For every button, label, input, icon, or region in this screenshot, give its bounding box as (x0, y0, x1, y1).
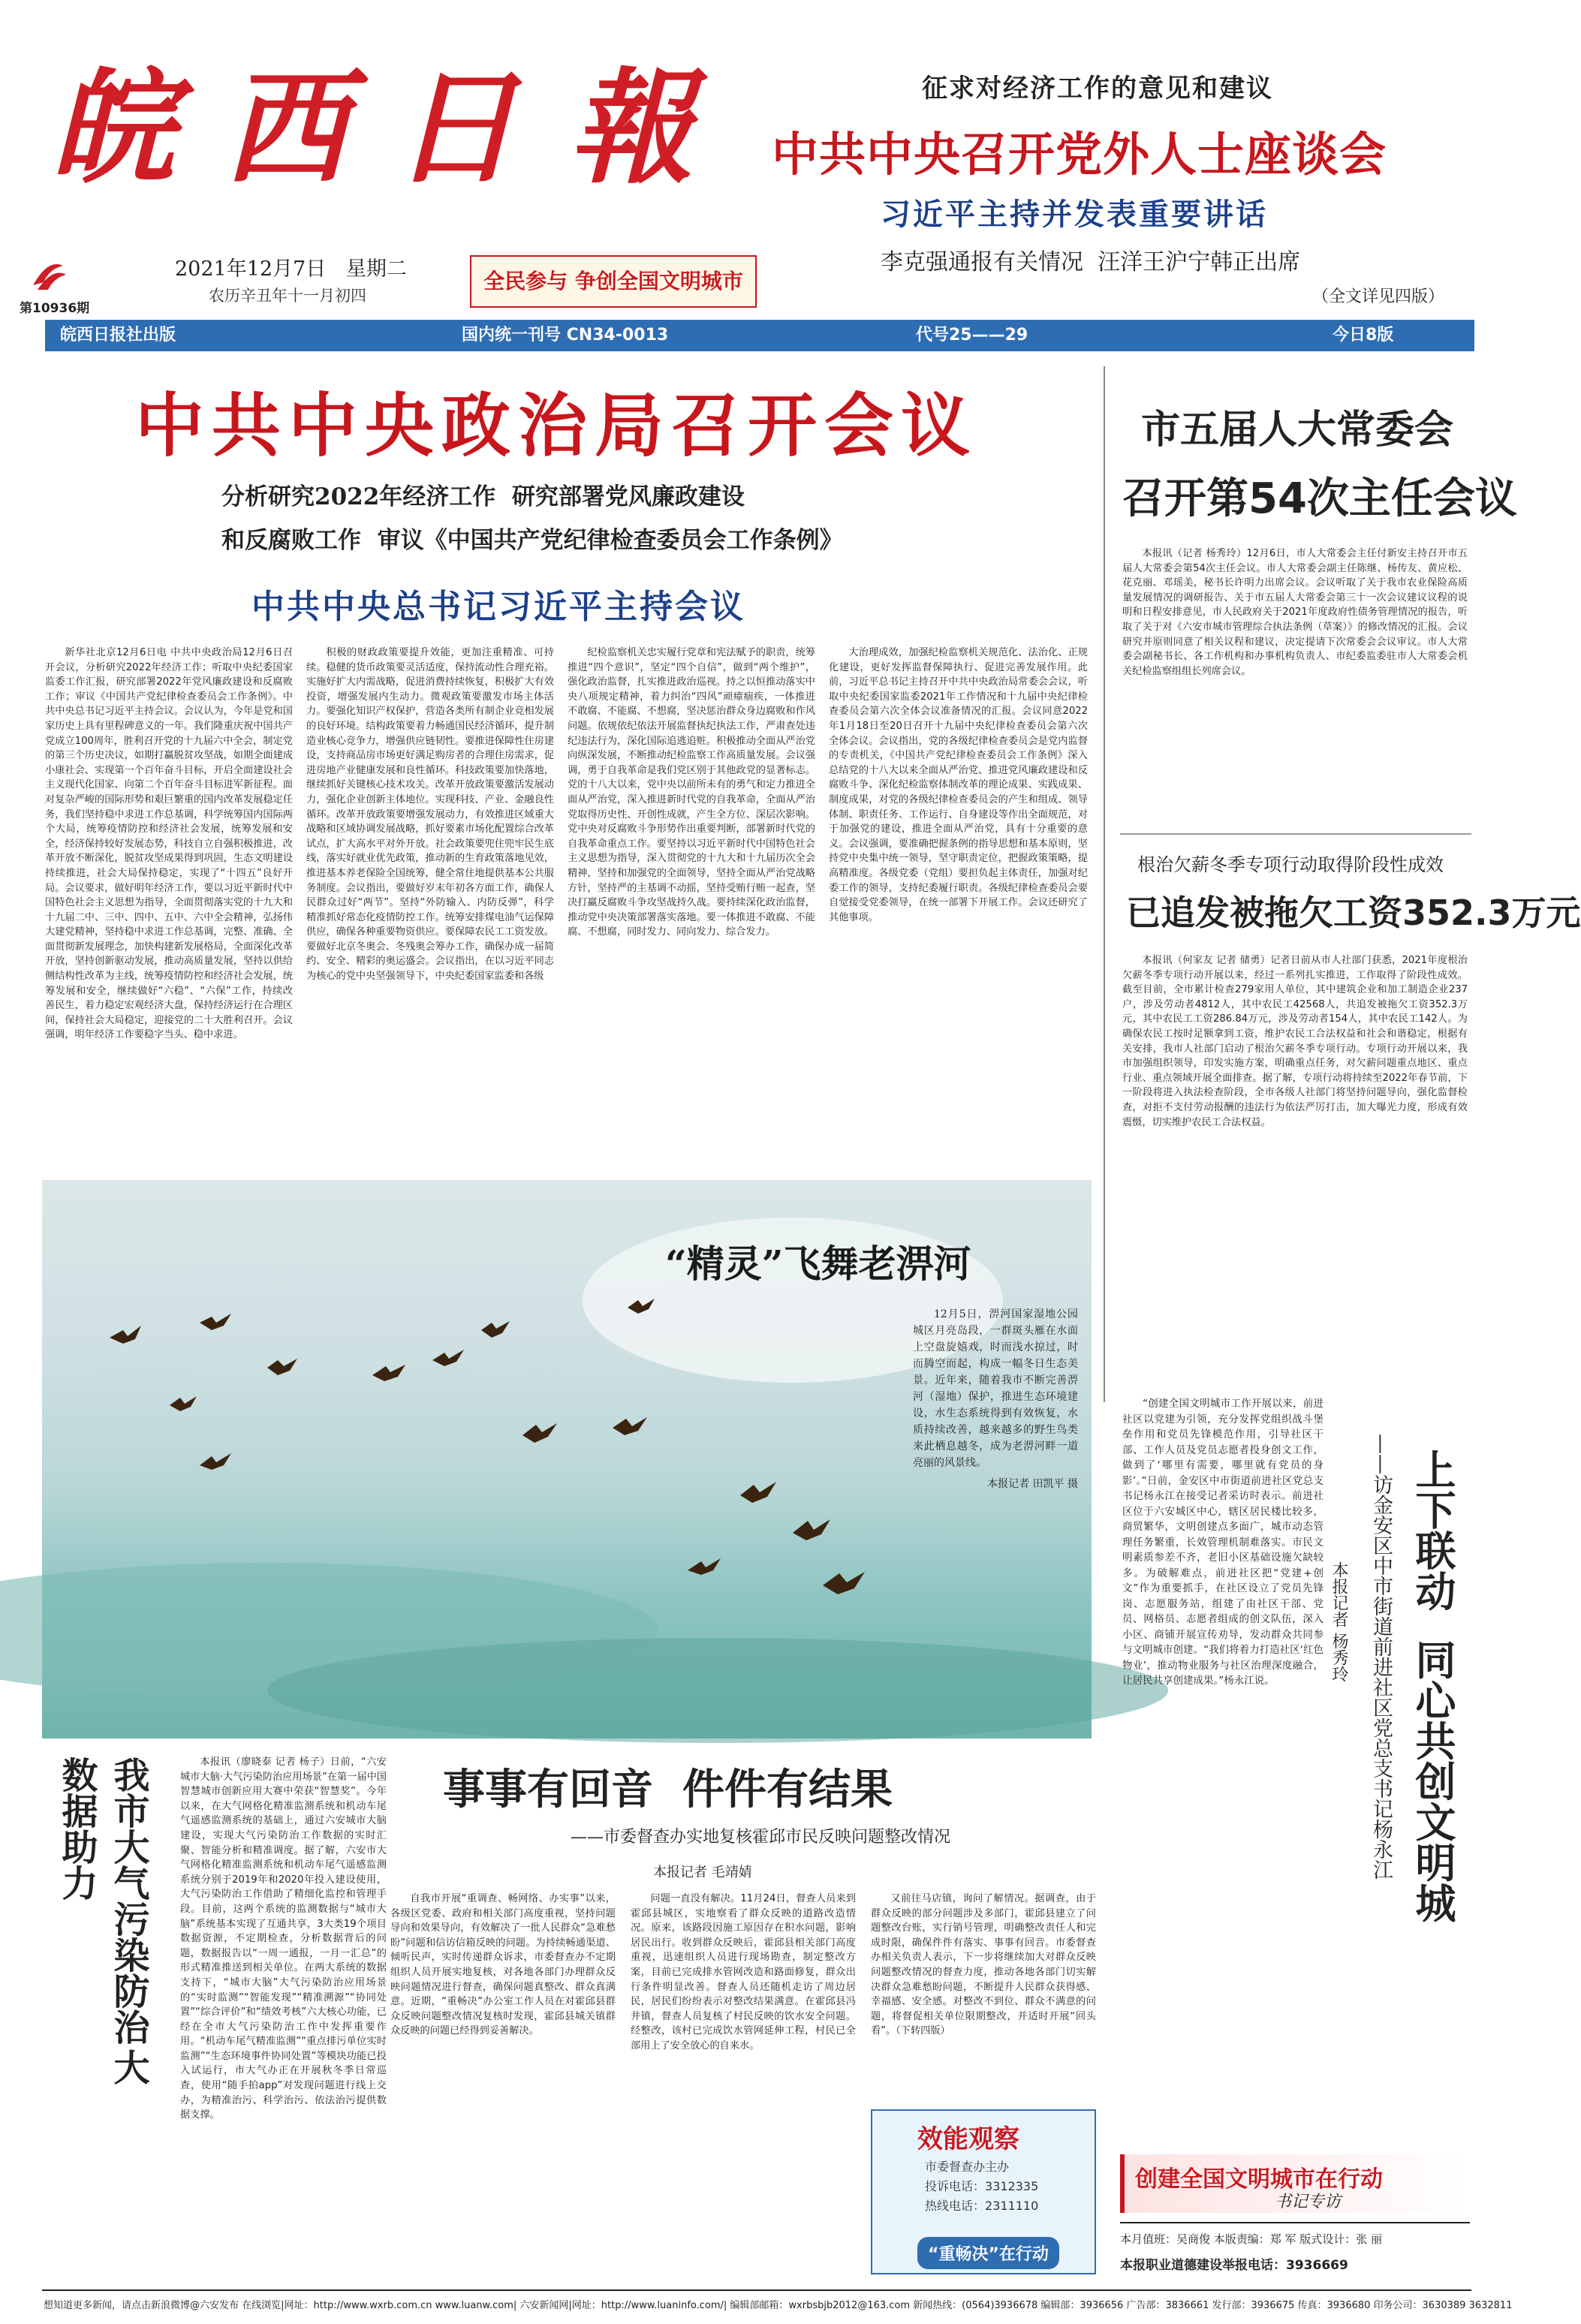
postal-code: 代号25——29 (916, 326, 1028, 345)
feature-paragraph: 又前往马店镇，询问了解情况。据调查，由于群众反映的部分问题涉及多部门，霍邱县建立了问题整改台账，实行销号管理，明确整改责任人和完成时限，确保件件有落实、事事有回音。市委督查办相关负责人表示，下一步将继续加大对群众反映问题整改情况的督查力度，推动各地各部门切实解决群众急难愁盼问题，不断提升人民群众获得感、幸福感、安全感。对整改不到位、群众不满意的问题，将督促相关单位限期整改，并适时开展“回头看”。（下转四版） (871, 1893, 1096, 2037)
efficiency-ad (871, 2109, 1096, 2274)
info-bar (45, 320, 1474, 351)
logo-char: 西 (224, 55, 348, 200)
credits-box (1120, 2222, 1470, 2280)
issue-date (175, 252, 407, 281)
lead-subhead-1: 分析研究2022年经济工作 研究部署党风廉政建设 (221, 483, 745, 510)
ad-slogan: “重畅决”在行动 (917, 2237, 1059, 2269)
top-story-kicker: 征求对经济工作的意见和建议 (922, 74, 1273, 104)
civic-body (1122, 1396, 1324, 2147)
section-rule (1120, 833, 1471, 835)
photo-caption (913, 1306, 1078, 1711)
ad-label-1: 投诉电话： (925, 2179, 986, 2193)
lunar-date: 农历辛丑年十一月初四 (209, 287, 366, 305)
air-body (180, 1755, 387, 2250)
civic-headline: 上下联动 同心共创文明城 (1409, 1449, 1456, 1923)
photo-caption-text: 12月5日，淠河国家湿地公园城区月亮岛段，一群斑头雁在水面上空盘旋嬉戏，时而浅水掠过，时而腾空而起，构成一幅冬日生态美景。近年来，随着我市不断完善淠河（湿地）保护，推进生态环境建设，水生态系统得到有效恢复，水质持续改善，越来越多的野生鸟类来此栖息越冬，成为老淠河畔一道亮丽的风景线。 (913, 1308, 1078, 1469)
wage-kicker: 根治欠薪冬季专项行动取得阶段性成效 (1137, 854, 1444, 875)
publisher-label: 皖西日报社出版 (60, 326, 176, 345)
ad-phone-1: 3312335 (985, 2179, 1039, 2193)
masthead (21, 14, 1474, 314)
air-headline-a: 我市大气污染防治 (107, 1757, 149, 2045)
lead-subhead-3: 中共中央总书记习近平主持会议 (251, 588, 745, 626)
ad-line-3 (925, 2196, 1038, 2214)
banner-title: 创建全国文明城市在行动 (1135, 2166, 1383, 2193)
ad-label-2: 热线电话： (925, 2199, 986, 2213)
air-paragraph: 本报讯（廖晓泰 记者 杨子）日前，“六安城市大脑·大气污染防治应用场景”在第一届中国智慧城市创新应用大赛中荣获“智慧奖”。今年以来，在大气网格化精准监测系统和机动车尾气遥感监测系统的基础上，通过六安城市大脑建设，实现大气污染防治工作数据的实时汇聚、智能分析和精准调度。据了解，六安市大气网格化精准监测系统和机动车尾气遥感监测系统分别于2019年和2020年投入建设使用，大气污染防治工作借助了精细化监控和管理手段。目前，这两个系统的监测数据与“城市大脑”系统基本实现了互通共享，3大类19个项目数据资源，不定期检查，分析数据背后的问题，数据报告以“一周一通报，一月一汇总”的形式精准推送到相关单位。在两大系统的数据支持下，“城市大脑”大气污染防治应用场景的“实时监测”“智能发现”“精准溯源”“协同处置”“综合评价”和“绩效考核”六大核心功能，已经在全市大气污染防治工作中发挥重要作用。“机动车尾气精准监测”“重点排污单位实时监测”“生态环境事件协同处置”等模块功能已投入试运行，市大气办正在开展秋冬季日常巡查，使用“随手拍app”对发现问题进行线上交办，为精准治污、科学治污、依法治污提供数据支撑。 (180, 1757, 387, 2121)
column-divider (1104, 366, 1105, 1402)
footer-rule (42, 2289, 1471, 2291)
lead-paragraph: 新华社北京12月6日电 中共中央政治局12月6日召开会议，分析研究2022年经济工作；听取中央纪委国家监委工作汇报，研究部署2022年党风廉政建设和反腐败工作；审议《中国共产党纪律检查委员会工作条例》。中共中央总书记习近平主持会议。会议认为，今年是党和国家历史上具有里程碑意义的一年。我们隆重庆祝中国共产党成立100周年，胜利召开党的十九届六中全会，制定党的第三个历史决议，如期打赢脱贫攻坚战，如期全面建成小康社会、实现第一个百年奋斗目标，开启全面建设社会主义现代化国家、向第二个百年奋斗目标进军新征程。面对复杂严峻的国际形势和艰巨繁重的国内改革发展稳定任务，我们坚持稳中求进工作总基调，科学统筹国内国际两个大局，统筹疫情防控和经济社会发展，统筹发展和安全，经济保持较好发展态势，科技自立自强积极推进，改革开放不断深化，脱贫攻坚成果得到巩固，生态文明建设持续推进，社会大局保持稳定，实现了“十四五”良好开局。会议要求，做好明年经济工作，要以习近平新时代中国特色社会主义思想为指导，全面贯彻落实党的十九大和十九届二中、三中、四中、五中、六中全会精神，弘扬伟大建党精神，坚持稳中求进工作总基调，完整、准确、全面贯彻新发展理念，加快构建新发展格局，全面深化改革开放，坚持创新驱动发展，推动高质量发展，坚持以供给侧结构性改革为主线，统筹疫情防控和经济社会发展，统筹发展和安全，继续做好“六稳”、“六保”工作，持续改善民生，着力稳定宏观经济大盘，保持经济运行在合理区间，保持社会大局稳定，迎接党的二十大胜利召开。会议强调，明年经济工作要稳字当头、稳中求进。 (45, 647, 293, 1041)
lead-paragraph: 大治理成效，加强纪检监察机关规范化、法治化、正规化建设，更好发挥监督保障执行、促进完善发展作用。此前，习近平总书记主持召开中共中央政治局常委会会议，听取中央纪委国家监委2021年工作情况和十九届中央纪律检查委员会第六次全体会议准备情况的汇报。会议同意2022年1月18日至20日召开十九届中央纪律检查委员会第六次全体会议。会议指出，党的各级纪律检查委员会是党内监督的专责机关，《中国共产党纪律检查委员会工作条例》深入总结党的十八大以来全面从严治党、推进党风廉政建设和反腐败斗争、深化纪检监察体制改革的理论成果、实践成果、制度成果，对党的各级纪律检查委员会的产生和组成、领导体制、职责任务、工作运行、自身建设等作出全面规范，对于加强党的建设，推进全面从严治党，具有十分重要的意义。会议强调，要准确把握条例的指导思想和基本原则，坚持党中央集中统一领导，坚守职责定位，把握政策策略，提高精准度。各级党委（党组）要担负起主体责任，加强对纪委工作的领导，支持纪委履行职责。各级纪律检查委员会要自觉接受党委领导，在统一部署下开展工作。会议还研究了其他事项。 (829, 647, 1088, 923)
lead-paragraph: 纪检监察机关忠实履行党章和宪法赋予的职责，统筹推进“四个意识”，坚定“四个自信”，做到“两个维护”，强化政治监督，扎实推进政治巡视。持之以恒推动落实中央八项规定精神，着力纠治“四风”顽瘴痼疾，一体推进不敢腐、不能腐、不想腐，坚决惩治群众身边腐败和作风问题。依规依纪依法开展监督执纪执法工作，严肃查处违纪违法行为，深化国际追逃追赃。积极推动全面从严治党向纵深发展，不断推动纪检监察工作高质量发展。会议强调，勇于自我革命是我们党区别于其他政党的显著标志。党的十八大以来，党中央以前所未有的勇气和定力推进全面从严治党，深入推进新时代党的自我革命，全面从严治党取得历史性、开创性成就，产生全方位、深层次影响。党中央对反腐败斗争形势作出重要判断，部署新时代党的自我革命重点工作。要坚持以习近平新时代中国特色社会主义思想为指导，深入贯彻党的十九大和十九届历次全会精神，坚持和加强党的全面领导，坚持全面从严治党战略方针，坚持严的主基调不动摇，坚持受贿行贿一起查，坚决打赢反腐败斗争攻坚战持久战。要持续深化政治监督，推动党中央决策部署落实落地。要一体推进不敢腐、不能腐、不想腐，同时发力、同向发力、综合发力。 (568, 647, 815, 938)
photo-frame (42, 1180, 1092, 1738)
logo-char: 報 (569, 55, 693, 200)
npc-headline-2: 召开第54次主任会议 (1122, 474, 1517, 523)
weekday-text: 星期二 (345, 257, 407, 281)
ad-line-1: 市委督查办主办 (925, 2160, 1010, 2174)
feature-headline: 事事有回音 件件有结果 (443, 1765, 893, 1814)
air-headline (51, 1757, 155, 2087)
npc-headline-1: 市五届人大常委会 (1141, 408, 1454, 453)
logo-char: 日 (393, 55, 516, 200)
issue-number: 第10936期 (20, 301, 90, 316)
ad-phone-2: 2311110 (985, 2199, 1039, 2213)
feature-byline: 本报记者 毛靖婧 (653, 1865, 752, 1880)
civic-paragraph: “创建全国文明城市工作开展以来，前进社区以党建为引领，充分发挥党组织战斗堡垒作用和党员先锋模范作用，引导社区干部、工作人员及党员志愿者投身创文工作，做到了‘哪里有需要，哪里就有党员的身影’。”日前，金安区中市街道前进社区党总支书记杨永江在接受记者采访时表示。前进社区位于六安城区中心，辖区居民楼比较多，商贸繁华，文明创建点多面广，城市动态管理任务繁重，长效管理机制难落实。市民文明素质参差不齐，老旧小区基础设施欠缺较多。为破解难点，前进社区把“党建+创文”作为重要抓手，在社区设立了党员先锋岗、志愿服务站，组建了由社区干部、党员、网格员、志愿者组成的创文队伍，深入小区、商铺开展宣传劝导，发动群众共同参与文明城市创建。“我们将着力打造社区‘红色物业’，推动物业服务与社区治理深度融合，让居民共享创建成果。”杨永江说。 (1122, 1398, 1324, 1687)
feature-column (871, 1892, 1096, 2094)
ad-title: 效能观察 (917, 2124, 1019, 2154)
credits-line-1: 本月值班：吴商俊 本版责编：郑 军 版式设计：张 丽 (1120, 2232, 1383, 2246)
top-story-note: （全文详见四版） (1312, 287, 1445, 306)
feature-column (631, 1892, 856, 2282)
feature-paragraph: 自我市开展“重调查、畅网络、办实事”以来，各级区党委、政府和相关部门高度重视，坚持问题导向和效果导向，有效解决了一批人民群众“急难愁盼”问题和信访信箱反映的问题。为持续畅通渠道、倾听民声，实时传递群众诉求，市委督查办不定期组织人员开展实地复核，对各地各部门办理群众反映问题情况进行督查，确保问题真整改、群众真满意。近期，“重畅决”办公室工作人员在对霍邱县群众反映问题整改情况复核时发现，霍邱县城关镇群众反映的问题已经得到妥善解决。 (390, 1893, 616, 2037)
photo-title: “精灵”飞舞老淠河 (665, 1242, 971, 1286)
wage-headline: 已追发被拖欠工资352.3万元 (1126, 893, 1581, 933)
emblem-icon (27, 252, 69, 294)
top-story-line3: 李克强通报有关情况 汪洋王沪宁韩正出席 (881, 249, 1301, 275)
logo-char: 皖 (51, 55, 175, 200)
air-headline-b: 大数据助力 (56, 1757, 149, 2085)
civic-banner (1120, 2154, 1470, 2213)
slogan-text: 全民参与 争创全国文明城市 (483, 269, 743, 294)
footer-bar: 想知道更多新闻，请点击新浪微博@六安发布 在线浏览|网址：http://www.wxrb.com.cn www.luanw.com| 六安新闻网|网址：http://www.luaninfo.com/| 编辑部邮箱：wxrbsbjb2012@163.com 新闻热线：(0564)3936678 编辑部：3936656 广告部：3836661 发行部：3936675 传真：3936680 印务公司：3630389 3632811 (44, 2300, 1513, 2311)
lead-subhead-2: 和反腐败工作 审议《中国共产党纪律检查委员会工作条例》 (221, 527, 843, 554)
cn-number: 国内统一刊号 CN34-0013 (462, 326, 669, 345)
lead-headline: 中共中央政治局召开会议 (135, 386, 978, 466)
feature-sub: ——市委督查办实地复核霍邱市民反映问题整改情况 (571, 1828, 951, 1847)
ad-line-2 (925, 2177, 1038, 2194)
civic-subhead: ——访金安区中市街道前进社区党总支书记杨永江 (1369, 1434, 1393, 1880)
slogan-badge (470, 255, 757, 308)
lead-paragraph: 积极的财政政策要提升效能，更加注重精准、可持续。稳健的货币政策要灵活适度，保持流动性合理充裕。实施好扩大内需战略，促进消费持续恢复，积极扩大有效投资，增强发展内生动力。微观政策要激发市场主体活力。要强化知识产权保护，营造各类所有制企业竞相发展的良好环境。结构政策要着力畅通国民经济循环，提升制造业核心竞争力，增强供应链韧性。要推进保障性住房建设，支持商品房市场更好满足购房者的合理住房需求，促进房地产业健康发展和良性循环。科技政策要加快落地，继续抓好关键核心技术攻关。改革开放政策要激活发展动力，强化企业创新主体地位。实现科技、产业、金融良性循环。改革开放政策要增强发展动力，有效推进区域重大战略和区域协调发展战略，抓好要素市场化配置综合改革试点，扩大高水平对外开放。社会政策要兜住兜牢民生底线，落实好就业优先政策，推动新的生育政策落地见效，推进基本养老保险全国统筹，健全常住地提供基本公共服务制度。会议指出，要做好岁末年初各方面工作，确保人民群众过好“两节”。坚持“外防输入、内防反弹”，科学精准抓好常态化疫情防控工作。统筹安排煤电油气运保障供应，确保各种重要物资供应。要保障农民工工资发放。要做好北京冬奥会、冬残奥会筹办工作，确保办成一届简约、安全、精彩的奥运盛会。会议指出，在以习近平同志为核心的党中央坚强领导下，中央纪委国家监委和各级 (306, 647, 554, 983)
npc-body (1122, 546, 1468, 824)
top-story-headline: 中共中央召开党外人士座谈会 (772, 127, 1387, 182)
page-count: 今日8版 (1333, 326, 1394, 345)
npc-paragraph: 本报讯（记者 杨秀玲）12月6日，市人大常委会主任付新安主持召开市五届人大常委会第54次主任会议。市人大常委会副主任陈继、杨传友、黄应松、花克丽、邓瑶美，秘书长许明力出席会议。会议听取了关于我市农业保险高质量发展情况的调研报告、关于市五届人大常委会第三十一次会议建议议程的说明和日程安排意见，市人民政府关于2021年度政府性债务管理情况的报告，听取了关于对《六安市城市管理综合执法条例（草案）》的修改情况的汇报。会议研究并原则同意了相关议程和建议，决定提请下次常委会会议审议。市人大常委会副秘书长、各工作机构和办事机构负责人、市纪委监委驻市人大常委会机关纪检监察组组长列席会议。 (1122, 548, 1468, 677)
feature-paragraph: 问题一直没有解决。11月24日，督查人员来到霍邱县城区，实地察看了群众反映的道路改造情况。原来，该路段因施工原因存在积水问题，影响居民出行。收到群众反映后，霍邱县相关部门高度重视，迅速组织人员进行现场勘查，制定整改方案，目前已完成排水管网改造和路面修复，群众出行条件明显改善。督查人员还随机走访了周边居民，居民们纷纷表示对整改结果满意。在霍邱县冯井镇，督查人员复核了村民反映的饮水安全问题。经整改，该村已完成饮水管网延伸工程，村民已全部用上了安全放心的自来水。 (631, 1893, 856, 2052)
civic-byline: 本报记者 杨秀玲 (1330, 1561, 1348, 1682)
feature-column (390, 1892, 616, 2282)
top-story-subhead: 习近平主持并发表重要讲话 (881, 197, 1268, 232)
credits-line-2: 本报职业道德建设举报电话：3936669 (1120, 2258, 1348, 2273)
wage-body (1122, 953, 1468, 1381)
photo-credit: 本报记者 田凯平 摄 (987, 1478, 1078, 1490)
newspaper-logo (51, 55, 742, 200)
date-text: 2021年12月7日 (175, 257, 327, 281)
banner-sub: 书记专访 (1275, 2193, 1342, 2211)
wage-paragraph: 本报讯（何家友 记者 储勇）记者日前从市人社部门获悉，2021年度根治欠薪冬季专项行动开展以来，经过一系列扎实推进，工作取得了阶段性成效。截至目前，全市累计检查279家用人单位，其中建筑企业和加工制造企业237户，涉及劳动者4812人，其中农民工42568人，共追发被拖欠工资352.3万元，其中农民工工资286.84万元，涉及劳动者154人，其中农民工142人。为确保农民工按时足额拿到工资，维护农民工合法权益和社会和谐稳定，根据有关安排，我市人社部门启动了根治欠薪冬季专项行动。专项行动开展以来，我市加强组织领导，印发实施方案，明确重点任务，对欠薪问题重点地区、重点行业、重点领域开展全面排查。据了解，专项行动将持续至2022年春节前，下一阶段将进入执法检查阶段，全市各级人社部门将坚持问题导向，强化监督检查，对拒不支付劳动报酬的违法行为依法严厉打击，加大曝光力度，形成有效震慑，切实维护农民工合法权益。 (1122, 955, 1468, 1128)
